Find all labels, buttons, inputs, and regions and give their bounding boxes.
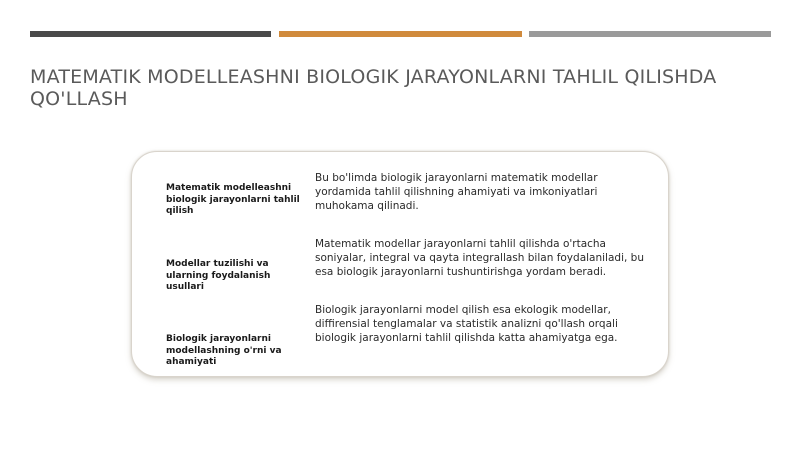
row-text-2: Matematik modellar jarayonlarni tahlil qilishda o'rtacha soniyalar, integral va qayta integrallash bilan foydalaniladi, bu esa biologik jarayonlarni tushuntirishga yordam beradi.: [315, 238, 644, 278]
accent-bar-orange: [279, 31, 522, 37]
slide-title: MATEMATIK MODELLEASHNI BIOLOGIK JARAYONLARNI TAHLIL QILISHDA QO'LLASH: [30, 66, 717, 110]
row-heading-3: Biologik jarayonlarni modellashning o'rni va ahamiyati: [166, 334, 282, 367]
row-heading-1: Matematik modelleashni biologik jarayonlarni tahlil qilish: [166, 183, 300, 216]
row-heading-2: Modellar tuzilishi va ularning foydalanish usullari: [166, 259, 271, 292]
row-text-1: Bu bo'limda biologik jarayonlarni matematik modellar yordamida tahlil qilishning ahamiyati va imkoniyatlari muhokama qilinadi.: [315, 172, 598, 212]
accent-bar-gray: [529, 31, 771, 37]
row-text-3: Biologik jarayonlarni model qilish esa ekologik modellar, diffirensial tenglamalar va statistik analizni qo'llash orqali biologik jarayonlarni tahlil qilishda katta ahamiyatga ega.: [315, 304, 618, 344]
accent-bar-dark: [30, 31, 271, 37]
